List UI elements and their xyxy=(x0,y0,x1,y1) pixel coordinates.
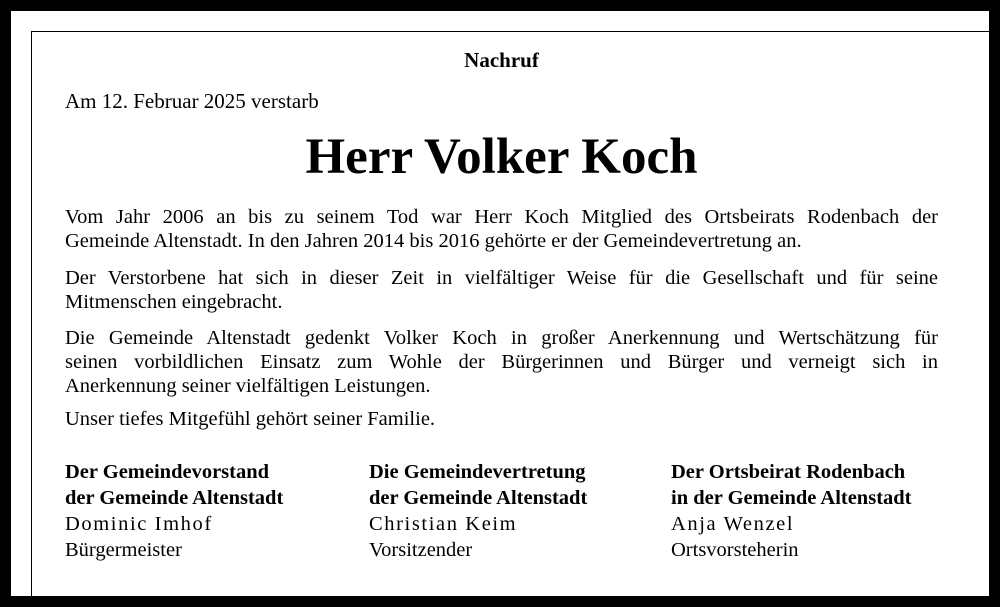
signature-block-ortsbeirat xyxy=(671,459,912,563)
notice-intro: Am 12. Februar 2025 verstarb xyxy=(65,89,319,113)
signature-organization: Der Ortsbeirat Rodenbach xyxy=(671,461,906,483)
signature-organization: Der Gemeindevorstand xyxy=(65,461,270,483)
deceased-name: Herr Volker Koch xyxy=(305,129,698,185)
signature-organization: Die Gemeindevertretung xyxy=(369,461,586,483)
paragraph-line: Der Verstorbene hat sich in dieser Zeit in vielfältiger Weise für die Gesellschaft und für seine xyxy=(65,267,938,289)
signature-organization: der Gemeinde Altenstadt xyxy=(65,487,284,509)
paragraph-membership xyxy=(65,205,938,253)
signature-block-gemeindevertretung xyxy=(369,459,587,563)
paragraph-line: Unser tiefes Mitgefühl gehört seiner Familie. xyxy=(65,408,436,430)
paragraph-line: Vom Jahr 2006 an bis zu seinem Tod war Herr Koch Mitglied des Ortsbeirats Rodenbach der xyxy=(65,206,938,228)
signature-block-gemeindevorstand xyxy=(65,459,283,563)
paragraph-tribute xyxy=(65,326,938,398)
signature-role: Bürgermeister xyxy=(65,539,182,561)
signature-person: Dominic Imhof xyxy=(65,513,213,535)
paragraph-line: seinen vorbildlichen Einsatz zum Wohle der Bürgerinnen und Bürger und verneigt sich in xyxy=(65,351,938,373)
paragraph-engagement xyxy=(65,266,938,314)
signature-organization: in der Gemeinde Altenstadt xyxy=(671,487,912,509)
paragraph-line: Gemeinde Altenstadt. In den Jahren 2014 bis 2016 gehörte er der Gemeindevertretung an. xyxy=(65,230,802,252)
notice-heading: Nachruf xyxy=(464,48,539,72)
paragraph-condolence xyxy=(65,407,938,431)
paragraph-line: Anerkennung seiner vielfältigen Leistungen. xyxy=(65,375,431,397)
signature-role: Vorsitzender xyxy=(369,539,473,561)
signature-organization: der Gemeinde Altenstadt xyxy=(369,487,588,509)
signature-person: Anja Wenzel xyxy=(671,513,795,535)
paragraph-line: Mitmenschen eingebracht. xyxy=(65,291,283,313)
paragraph-line: Die Gemeinde Altenstadt gedenkt Volker Koch in großer Anerkennung und Wertschätzung für xyxy=(65,327,938,349)
signature-role: Ortsvorsteherin xyxy=(671,539,799,561)
signature-person: Christian Keim xyxy=(369,513,518,535)
